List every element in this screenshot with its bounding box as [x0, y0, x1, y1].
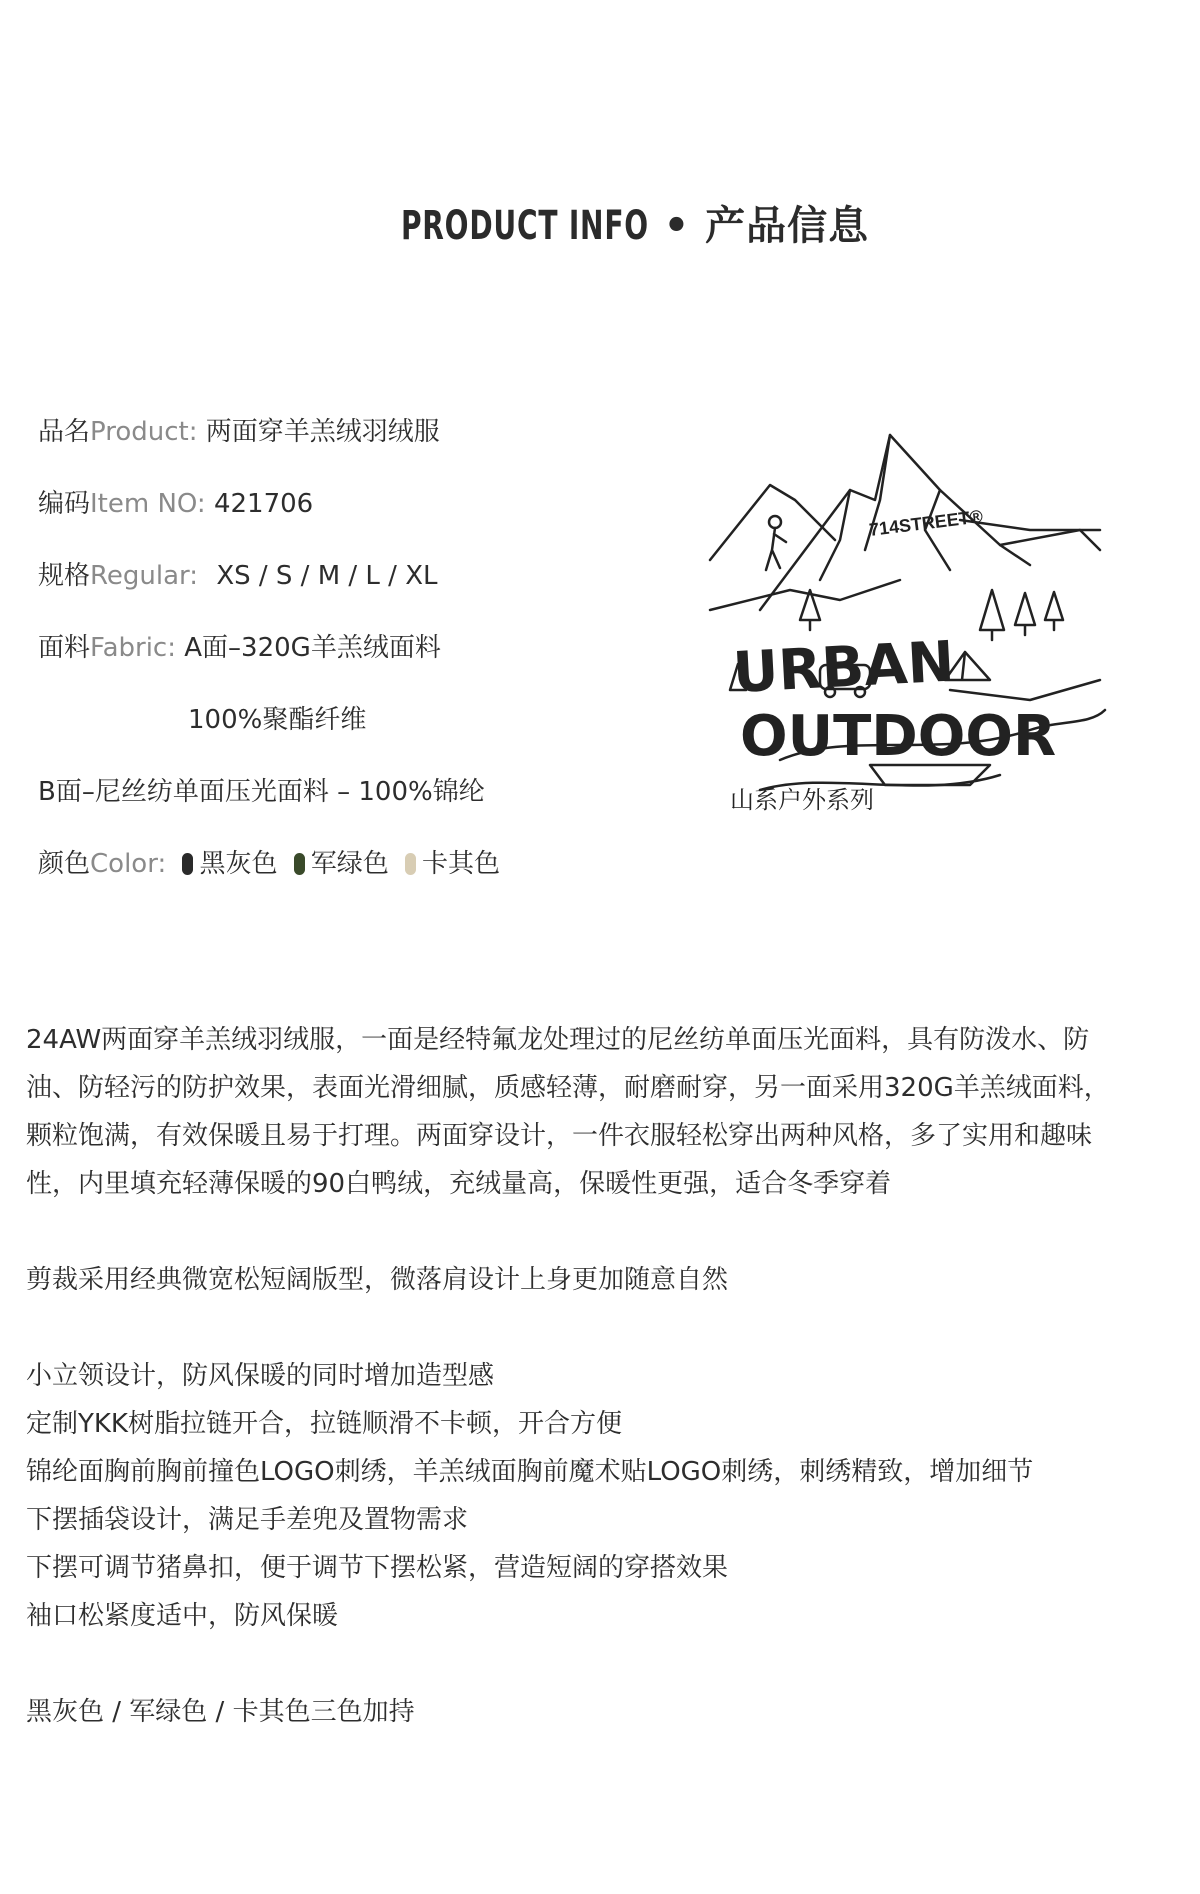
spec-label-cn: 面料 [38, 633, 91, 663]
description-line: 性，内里填充轻薄保暖的90白鸭绒，充绒量高，保暖性更强，适合冬季穿着 [26, 1169, 892, 1199]
spec-label-cn: 品名 [38, 417, 91, 447]
spec-label-en: Product: [90, 417, 198, 447]
page-title [0, 194, 1200, 251]
feature-line: 锦纶面胸前胸前撞色LOGO刺绣，羊羔绒面胸前魔术贴LOGO刺绣，刺绣精致，增加细节 [26, 1457, 1034, 1487]
color-swatch-army-green [294, 853, 305, 875]
feature-line: 下摆可调节猪鼻扣，便于调节下摆松紧，营造短阔的穿搭效果 [26, 1553, 729, 1583]
description-line: 颗粒饱满，有效保暖且易于打理。两面穿设计，一件衣服轻松穿出两种风格，多了实用和趣味 [26, 1121, 1093, 1151]
description-line: 油、防轻污的防护效果，表面光滑细腻，质感轻薄，耐磨耐穿，另一面采用320G羊羔绒面料， [26, 1073, 1110, 1103]
page-title-cn: 产品信息 [705, 203, 870, 249]
feature-line: 袖口松紧度适中，防风保暖 [26, 1601, 339, 1631]
color-swatch-khaki [405, 853, 416, 875]
paragraph-gap [26, 1640, 1176, 1688]
feature-line: 下摆插袋设计，满足手差兜及置物需求 [26, 1505, 469, 1535]
urban-outdoor-illustration [700, 430, 1110, 820]
paragraph-gap [26, 1208, 1176, 1256]
spec-label-cn: 颜色 [38, 849, 91, 879]
page-title-en: PRODUCT INFO [400, 203, 649, 249]
spec-fabric-b [38, 775, 485, 809]
brand-text: 714STREET® [868, 506, 984, 540]
product-description [26, 1016, 1176, 1736]
series-text: 山系户外系列 [730, 786, 874, 814]
color-name: 军绿色 [310, 849, 389, 879]
spec-regular [38, 559, 438, 593]
fit-description: 剪裁采用经典微宽松短阔版型，微落肩设计上身更加随意自然 [26, 1265, 729, 1295]
spec-label-en: Regular: [90, 561, 199, 591]
spec-product [38, 415, 440, 449]
spec-value: 100%聚酯纤维 [188, 705, 367, 735]
description-line: 24AW两面穿羊羔绒羽绒服，一面是经特氟龙处理过的尼丝纺单面压光面料，具有防泼水、防 [26, 1025, 1090, 1055]
feature-line: 小立领设计，防风保暖的同时增加造型感 [26, 1361, 495, 1391]
spec-value: B面–尼丝纺单面压光面料 – 100%锦纶 [38, 777, 485, 807]
spec-label-cn: 规格 [38, 561, 91, 591]
color-name: 卡其色 [422, 849, 501, 879]
outdoor-text: OUTDOOR [740, 704, 1057, 769]
color-name: 黑灰色 [199, 849, 278, 879]
urban-text: URBAN [731, 629, 956, 706]
spec-item-no [38, 487, 313, 521]
spec-label-en: Color: [90, 849, 167, 879]
spec-value: A面–320G羊羔绒面料 [184, 633, 441, 663]
spec-label-en: Item NO: [90, 489, 206, 519]
paragraph-gap [26, 1304, 1176, 1352]
spec-label-en: Fabric: [90, 633, 176, 663]
spec-value: 421706 [213, 489, 314, 519]
page-title-separator: • [648, 203, 706, 249]
spec-fabric [38, 631, 441, 665]
spec-label-cn: 编码 [38, 489, 91, 519]
spec-fabric-composition [188, 703, 366, 737]
colors-line: 黑灰色 / 军绿色 / 卡其色三色加持 [26, 1697, 415, 1727]
color-swatch-black-grey [182, 853, 193, 875]
spec-value: 两面穿羊羔绒羽绒服 [205, 417, 440, 447]
feature-line: 定制YKK树脂拉链开合，拉链顺滑不卡顿，开合方便 [26, 1409, 622, 1439]
spec-color [38, 847, 500, 881]
spec-value: XS / S / M / L / XL [216, 561, 438, 591]
mountain-scene-icon [700, 430, 1110, 820]
